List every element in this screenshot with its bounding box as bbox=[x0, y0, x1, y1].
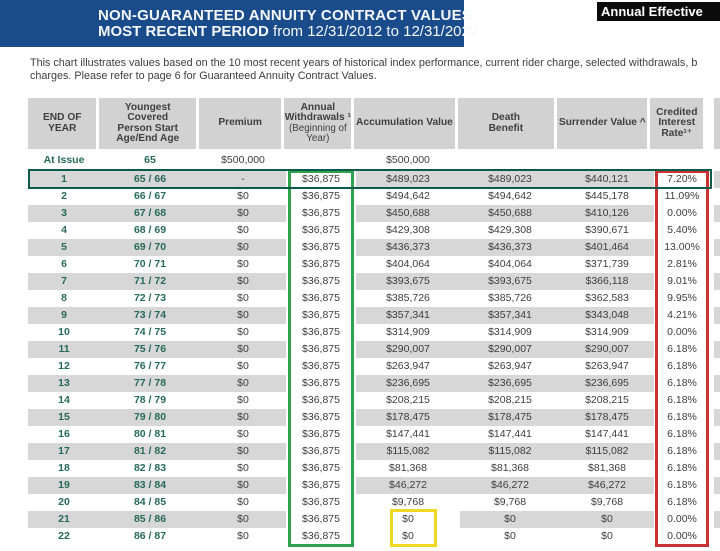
cell-premium: $0 bbox=[237, 394, 249, 406]
cell-annual-withdrawals: $36,875 bbox=[286, 290, 356, 307]
cell-premium: $0 bbox=[237, 411, 249, 423]
cell-premium: $0 bbox=[237, 377, 249, 389]
column-gap-divider bbox=[710, 98, 714, 547]
cell-credited-interest-rate: 2.81% bbox=[654, 256, 710, 273]
table-row-year-3 bbox=[28, 205, 720, 222]
cell-surrender-value: $9,768 bbox=[590, 496, 624, 508]
col-header-label: END OF YEAR bbox=[42, 112, 82, 134]
cell-credited-interest-rate: 5.40% bbox=[654, 222, 710, 239]
cell-youngest-covered-person: 65 bbox=[144, 154, 156, 166]
cell-surrender-value: $263,947 bbox=[585, 360, 629, 372]
cell-youngest-covered-person: 84 / 85 bbox=[133, 496, 167, 508]
cell-accumulation-value: $489,023 bbox=[386, 173, 430, 185]
cell-accumulation-value: $393,675 bbox=[386, 275, 430, 287]
cell-accumulation-value: $450,688 bbox=[386, 207, 430, 219]
cell-youngest-covered-person: 69 / 70 bbox=[133, 241, 167, 253]
cell-credited-interest-rate: 6.18% bbox=[654, 341, 710, 358]
cell-surrender-value: $46,272 bbox=[588, 479, 626, 491]
subtitle-bold-text: MOST RECENT PERIOD bbox=[98, 23, 269, 40]
cell-annual-withdrawals: $36,875 bbox=[286, 358, 356, 375]
cell-youngest-covered-person: 67 / 68 bbox=[133, 207, 167, 219]
col-header-label: Surrender Value ^ bbox=[558, 117, 646, 129]
cell-youngest-covered-person: 72 / 73 bbox=[133, 292, 167, 304]
cell-youngest-covered-person: 70 / 71 bbox=[133, 258, 167, 270]
cell-credited-interest-rate: 0.00% bbox=[654, 528, 710, 545]
table-row-year-1 bbox=[28, 171, 720, 188]
cell-annual-withdrawals: $36,875 bbox=[286, 256, 356, 273]
cell-credited-interest-rate: 6.18% bbox=[654, 494, 710, 511]
cell-premium: $0 bbox=[237, 241, 249, 253]
cell-annual-withdrawals: $36,875 bbox=[286, 477, 356, 494]
cell-surrender-value: $366,118 bbox=[585, 275, 629, 287]
cell-end-of-year: 2 bbox=[61, 190, 67, 202]
cell-annual-withdrawals bbox=[286, 149, 356, 171]
col-header-credited-interest-rate bbox=[650, 98, 706, 149]
cell-death-benefit: $494,642 bbox=[488, 190, 532, 202]
col-header-label: Credited Interest Rate¹⁺ bbox=[656, 106, 698, 139]
cell-youngest-covered-person: 83 / 84 bbox=[133, 479, 167, 491]
cell-death-benefit: $290,007 bbox=[488, 343, 532, 355]
cell-death-benefit: $0 bbox=[504, 513, 516, 525]
cell-surrender-value: $445,178 bbox=[585, 190, 629, 202]
table-row-year-4 bbox=[28, 222, 720, 239]
col-header-label: Premium bbox=[218, 117, 262, 129]
cell-end-of-year: 20 bbox=[58, 496, 70, 508]
cell-accumulation-value: $236,695 bbox=[386, 377, 430, 389]
cell-credited-interest-rate: 0.00% bbox=[654, 511, 710, 528]
cell-death-benefit: $178,475 bbox=[488, 411, 532, 423]
cell-surrender-value: $0 bbox=[601, 530, 613, 542]
cell-credited-interest-rate: 11.09% bbox=[654, 188, 710, 205]
cell-annual-withdrawals: $36,875 bbox=[286, 511, 356, 528]
cell-end-of-year: 10 bbox=[58, 326, 70, 338]
cell-surrender-value: $343,048 bbox=[585, 309, 629, 321]
document-title-banner bbox=[0, 0, 479, 47]
table-row-year-7 bbox=[28, 273, 720, 290]
cell-annual-withdrawals: $36,875 bbox=[286, 426, 356, 443]
cell-end-of-year: 1 bbox=[61, 173, 67, 185]
cell-accumulation-value: $0 bbox=[356, 511, 460, 528]
cell-annual-withdrawals: $36,875 bbox=[286, 188, 356, 205]
cell-surrender-value: $208,215 bbox=[585, 394, 629, 406]
cell-accumulation-value: $263,947 bbox=[386, 360, 430, 372]
cell-annual-withdrawals: $36,875 bbox=[286, 171, 356, 188]
cell-end-of-year: 19 bbox=[58, 479, 70, 491]
cell-death-benefit: $385,726 bbox=[488, 292, 532, 304]
col-header-surrender-value bbox=[557, 98, 650, 149]
intro-line-2: charges. Please refer to page 6 for Guaranteed Annuity Contract Values. bbox=[30, 70, 377, 82]
cell-credited-interest-rate: 7.20% bbox=[654, 171, 710, 188]
cell-end-of-year: 18 bbox=[58, 462, 70, 474]
cell-annual-withdrawals: $36,875 bbox=[286, 273, 356, 290]
cell-youngest-covered-person: 73 / 74 bbox=[133, 309, 167, 321]
cell-annual-withdrawals: $36,875 bbox=[286, 409, 356, 426]
cell-accumulation-value: $385,726 bbox=[386, 292, 430, 304]
cell-end-of-year: 4 bbox=[61, 224, 67, 236]
cell-accumulation-value: $436,373 bbox=[386, 241, 430, 253]
intro-line-1: This chart illustrates values based on the 10 most recent years of historical index performance, current rider charge, selected withdrawals, b bbox=[30, 57, 698, 69]
cell-premium: $0 bbox=[237, 513, 249, 525]
cell-credited-interest-rate: 6.18% bbox=[654, 443, 710, 460]
cell-accumulation-value: $208,215 bbox=[386, 394, 430, 406]
cell-surrender-value: $236,695 bbox=[585, 377, 629, 389]
cell-surrender-value: $147,441 bbox=[585, 428, 629, 440]
cell-youngest-covered-person: 80 / 81 bbox=[133, 428, 167, 440]
cell-youngest-covered-person: 79 / 80 bbox=[133, 411, 167, 423]
cell-premium: $0 bbox=[237, 326, 249, 338]
intro-paragraph bbox=[30, 57, 720, 83]
col-header-annual-withdrawals bbox=[284, 98, 354, 149]
cell-end-of-year: 9 bbox=[61, 309, 67, 321]
col-header-label: Death Benefit bbox=[488, 112, 524, 134]
cell-accumulation-value: $357,341 bbox=[386, 309, 430, 321]
cell-annual-withdrawals: $36,875 bbox=[286, 460, 356, 477]
cell-surrender-value: $290,007 bbox=[585, 343, 629, 355]
cell-end-of-year: 15 bbox=[58, 411, 70, 423]
col-header-accumulation-value bbox=[354, 98, 457, 149]
cell-surrender-value: $81,368 bbox=[588, 462, 626, 474]
page-title: NON-GUARANTEED ANNUITY CONTRACT VALUES bbox=[98, 7, 472, 24]
cell-credited-interest-rate: 9.95% bbox=[654, 290, 710, 307]
table-row-year-12 bbox=[28, 358, 720, 375]
cell-premium: $0 bbox=[237, 445, 249, 457]
cell-youngest-covered-person: 74 / 75 bbox=[133, 326, 167, 338]
cell-end-of-year: 13 bbox=[58, 377, 70, 389]
cell-premium: $0 bbox=[237, 190, 249, 202]
cell-youngest-covered-person: 68 / 69 bbox=[133, 224, 167, 236]
cell-accumulation-value: $147,441 bbox=[386, 428, 430, 440]
cell-credited-interest-rate: 0.00% bbox=[654, 205, 710, 222]
cell-annual-withdrawals: $36,875 bbox=[286, 205, 356, 222]
cell-surrender-value: $115,082 bbox=[585, 445, 629, 457]
cell-premium: $0 bbox=[237, 207, 249, 219]
cell-death-benefit: $314,909 bbox=[488, 326, 532, 338]
cell-annual-withdrawals: $36,875 bbox=[286, 375, 356, 392]
cell-accumulation-value: $81,368 bbox=[389, 462, 427, 474]
cell-death-benefit: $429,308 bbox=[488, 224, 532, 236]
cell-annual-withdrawals: $36,875 bbox=[286, 341, 356, 358]
cell-premium: $0 bbox=[237, 343, 249, 355]
cell-death-benefit: $393,675 bbox=[488, 275, 532, 287]
col-header-youngest-covered-person bbox=[99, 98, 198, 149]
cell-accumulation-value: $178,475 bbox=[386, 411, 430, 423]
subtitle-period-text: from 12/31/2012 to 12/31/2022 bbox=[268, 23, 479, 40]
cell-surrender-value: $314,909 bbox=[585, 326, 629, 338]
cell-premium: $0 bbox=[237, 479, 249, 491]
cell-end-of-year: 16 bbox=[58, 428, 70, 440]
cell-credited-interest-rate: 13.00% bbox=[654, 239, 710, 256]
cell-youngest-covered-person: 66 / 67 bbox=[133, 190, 167, 202]
cell-premium: $0 bbox=[237, 309, 249, 321]
table-row-year-17 bbox=[28, 443, 720, 460]
cell-credited-interest-rate: 4.21% bbox=[654, 307, 710, 324]
cell-annual-withdrawals: $36,875 bbox=[286, 494, 356, 511]
cell-youngest-covered-person: 76 / 77 bbox=[133, 360, 167, 372]
page-subtitle bbox=[98, 23, 479, 40]
cell-end-of-year: 6 bbox=[61, 258, 67, 270]
cell-premium: - bbox=[241, 173, 245, 185]
cell-death-benefit: $436,373 bbox=[488, 241, 532, 253]
cell-death-benefit: $450,688 bbox=[488, 207, 532, 219]
table-row-year-13 bbox=[28, 375, 720, 392]
cell-end-of-year: 22 bbox=[58, 530, 70, 542]
cell-surrender-value: $371,739 bbox=[585, 258, 629, 270]
cell-end-of-year: At Issue bbox=[43, 154, 85, 166]
cell-surrender-value: $178,475 bbox=[585, 411, 629, 423]
cell-death-benefit: $236,695 bbox=[488, 377, 532, 389]
table-row-year-14 bbox=[28, 392, 720, 409]
cell-annual-withdrawals: $36,875 bbox=[286, 239, 356, 256]
cell-annual-withdrawals: $36,875 bbox=[286, 324, 356, 341]
cell-accumulation-value: $314,909 bbox=[386, 326, 430, 338]
cell-accumulation-value: $115,082 bbox=[386, 445, 430, 457]
cell-end-of-year: 11 bbox=[58, 343, 70, 355]
cell-credited-interest-rate: 6.18% bbox=[654, 460, 710, 477]
cell-surrender-value: $401,464 bbox=[585, 241, 629, 253]
cell-credited-interest-rate: 6.18% bbox=[654, 426, 710, 443]
cell-youngest-covered-person: 77 / 78 bbox=[133, 377, 167, 389]
table-header-row bbox=[28, 98, 720, 149]
cell-credited-interest-rate: 6.18% bbox=[654, 477, 710, 494]
cell-end-of-year: 21 bbox=[58, 513, 70, 525]
cell-death-benefit: $263,947 bbox=[488, 360, 532, 372]
cell-surrender-value: $362,583 bbox=[585, 292, 629, 304]
cell-youngest-covered-person: 81 / 82 bbox=[133, 445, 167, 457]
cell-death-benefit: $9,768 bbox=[493, 496, 527, 508]
cell-surrender-value: $390,671 bbox=[585, 224, 629, 236]
cell-surrender-value: $440,121 bbox=[585, 173, 629, 185]
cell-death-benefit: $404,064 bbox=[488, 258, 532, 270]
table-row-year-9 bbox=[28, 307, 720, 324]
cell-premium: $0 bbox=[237, 292, 249, 304]
cell-end-of-year: 5 bbox=[61, 241, 67, 253]
cell-youngest-covered-person: 65 / 66 bbox=[133, 173, 167, 185]
cell-credited-interest-rate: 6.18% bbox=[654, 375, 710, 392]
cell-premium: $0 bbox=[237, 258, 249, 270]
contract-values-table bbox=[28, 98, 720, 545]
cell-annual-withdrawals: $36,875 bbox=[286, 392, 356, 409]
cell-youngest-covered-person: 82 / 83 bbox=[133, 462, 167, 474]
annual-effective-badge: Annual Effective bbox=[597, 2, 720, 21]
table-row-year-21 bbox=[28, 511, 720, 528]
cell-death-benefit bbox=[460, 149, 560, 171]
table-row-year-19 bbox=[28, 477, 720, 494]
table-row-year-15 bbox=[28, 409, 720, 426]
cell-accumulation-value: $500,000 bbox=[386, 154, 430, 166]
table-row-year-2 bbox=[28, 188, 720, 205]
cell-death-benefit: $147,441 bbox=[488, 428, 532, 440]
cell-death-benefit: $0 bbox=[504, 530, 516, 542]
cell-accumulation-value: $0 bbox=[356, 528, 460, 545]
cell-accumulation-value: $290,007 bbox=[386, 343, 430, 355]
cell-premium: $500,000 bbox=[221, 154, 265, 166]
cell-youngest-covered-person: 71 / 72 bbox=[133, 275, 167, 287]
cell-end-of-year: 14 bbox=[58, 394, 70, 406]
cell-youngest-covered-person: 86 / 87 bbox=[133, 530, 167, 542]
cell-surrender-value: $0 bbox=[601, 513, 613, 525]
col-header-death-benefit bbox=[458, 98, 558, 149]
cell-premium: $0 bbox=[237, 224, 249, 236]
table-row-year-11 bbox=[28, 341, 720, 358]
cell-premium: $0 bbox=[237, 496, 249, 508]
table-row-year-10 bbox=[28, 324, 720, 341]
cell-accumulation-value: $46,272 bbox=[389, 479, 427, 491]
cell-death-benefit: $81,368 bbox=[491, 462, 529, 474]
table-row-year-20 bbox=[28, 494, 720, 511]
table-row-year-6 bbox=[28, 256, 720, 273]
col-header-label: Youngest Covered Person Start Age/End Age bbox=[116, 101, 180, 144]
cell-credited-interest-rate: 6.18% bbox=[654, 392, 710, 409]
cell-accumulation-value: $494,642 bbox=[386, 190, 430, 202]
cell-credited-interest-rate: 0.00% bbox=[654, 324, 710, 341]
cell-death-benefit: $208,215 bbox=[488, 394, 532, 406]
cell-annual-withdrawals: $36,875 bbox=[286, 443, 356, 460]
cell-credited-interest-rate: 9.01% bbox=[654, 273, 710, 290]
cell-accumulation-value: $429,308 bbox=[386, 224, 430, 236]
table-row-year-18 bbox=[28, 460, 720, 477]
cell-premium: $0 bbox=[237, 462, 249, 474]
table-row-year-5 bbox=[28, 239, 720, 256]
cell-death-benefit: $46,272 bbox=[491, 479, 529, 491]
cell-premium: $0 bbox=[237, 530, 249, 542]
cell-surrender-value bbox=[560, 149, 654, 171]
cell-annual-withdrawals: $36,875 bbox=[286, 528, 356, 545]
col-header-label: Annual Withdrawals ¹ bbox=[284, 101, 351, 123]
col-header-sublabel: (Beginning of Year) bbox=[288, 122, 347, 144]
cell-end-of-year: 12 bbox=[58, 360, 70, 372]
cell-end-of-year: 17 bbox=[58, 445, 70, 457]
cell-premium: $0 bbox=[237, 360, 249, 372]
at-issue-row bbox=[28, 149, 720, 171]
col-header-end-of-year bbox=[28, 98, 99, 149]
cell-accumulation-value: $9,768 bbox=[391, 496, 425, 508]
table-row-year-8 bbox=[28, 290, 720, 307]
cell-youngest-covered-person: 85 / 86 bbox=[133, 513, 167, 525]
cell-credited-interest-rate: 6.18% bbox=[654, 358, 710, 375]
cell-credited-interest-rate: 6.18% bbox=[654, 409, 710, 426]
cell-youngest-covered-person: 75 / 76 bbox=[133, 343, 167, 355]
col-header-premium bbox=[199, 98, 284, 149]
cell-premium: $0 bbox=[237, 428, 249, 440]
cell-death-benefit: $115,082 bbox=[488, 445, 532, 457]
cell-annual-withdrawals: $36,875 bbox=[286, 222, 356, 239]
cell-credited-interest-rate bbox=[654, 149, 710, 171]
cell-end-of-year: 7 bbox=[61, 275, 67, 287]
cell-youngest-covered-person: 78 / 79 bbox=[133, 394, 167, 406]
cell-end-of-year: 3 bbox=[61, 207, 67, 219]
cell-death-benefit: $357,341 bbox=[488, 309, 532, 321]
table-row-year-22 bbox=[28, 528, 720, 545]
cell-surrender-value: $410,126 bbox=[585, 207, 629, 219]
cell-death-benefit: $489,023 bbox=[488, 173, 532, 185]
cell-premium: $0 bbox=[237, 275, 249, 287]
cell-annual-withdrawals: $36,875 bbox=[286, 307, 356, 324]
cell-end-of-year: 8 bbox=[61, 292, 67, 304]
table-row-year-16 bbox=[28, 426, 720, 443]
cell-accumulation-value: $404,064 bbox=[386, 258, 430, 270]
col-header-label: Accumulation Value bbox=[356, 117, 453, 129]
